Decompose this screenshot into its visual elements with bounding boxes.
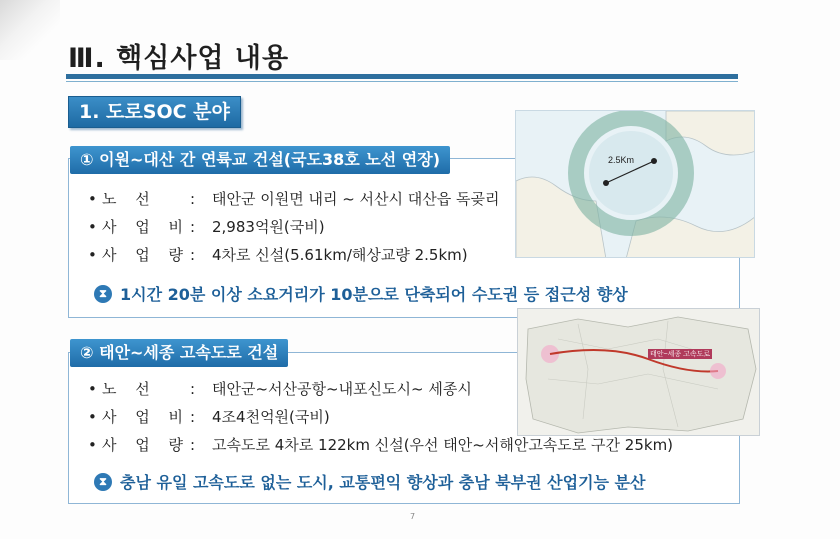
title-divider-thin xyxy=(66,81,738,82)
row-colon: : xyxy=(190,379,196,398)
title-divider xyxy=(66,74,738,79)
project-1-row-route xyxy=(88,188,500,209)
project-heading-2: ② 태안~세종 고속도로 건설 xyxy=(70,339,288,367)
bullet: • xyxy=(88,245,97,264)
project-2-row-budget xyxy=(88,406,330,427)
row-value: 4조4천억원(국비) xyxy=(212,408,330,426)
project-1-row-scope xyxy=(88,244,468,265)
section-heading: 1. 도로SOC 분야 xyxy=(68,96,241,128)
row-value: 태안군~서산공항~내포신도시~ 세종시 xyxy=(212,380,472,398)
bullet: • xyxy=(88,435,97,454)
row-value: 2,983억원(국비) xyxy=(212,218,325,236)
row-label: 노 선 xyxy=(102,380,157,398)
highlight-text: 1시간 20분 이상 소요거리가 10분으로 단축되어 수도권 등 접근성 향상 xyxy=(120,285,628,304)
expressway-map-graphic xyxy=(518,309,760,436)
row-colon: : xyxy=(190,189,196,208)
row-colon: : xyxy=(190,245,196,264)
map-image-bridge xyxy=(515,110,755,258)
project-1-row-budget xyxy=(88,216,325,237)
hourglass-icon: ⧗ xyxy=(94,473,112,491)
row-label: 노 선 xyxy=(102,190,157,208)
row-label: 사 업 량 xyxy=(102,436,191,454)
row-label: 사 업 량 xyxy=(102,246,191,264)
page-corner-shadow xyxy=(0,0,60,60)
project-heading-1: ① 이원~대산 간 연륙교 건설(국도38호 노선 연장) xyxy=(70,146,450,174)
project-2-row-route xyxy=(88,378,472,399)
row-label: 사 업 비 xyxy=(102,408,191,426)
highlight-text: 충남 유일 고속도로 없는 도시, 교통편익 향상과 충남 북부권 산업기능 분산 xyxy=(120,473,646,492)
bullet: • xyxy=(88,407,97,426)
project-1-highlight xyxy=(94,282,628,305)
map-route-label: 태안~세종 고속도로 xyxy=(650,351,711,358)
bridge-map-graphic xyxy=(516,111,755,258)
row-colon: : xyxy=(190,435,196,454)
project-2-highlight xyxy=(94,470,645,493)
map-image-expressway xyxy=(517,308,760,436)
bullet: • xyxy=(88,379,97,398)
project-2-row-scope xyxy=(88,434,673,455)
page-title: Ⅲ. 핵심사업 내용 xyxy=(68,43,290,74)
row-colon: : xyxy=(190,407,196,426)
hourglass-icon: ⧗ xyxy=(94,285,112,303)
row-colon: : xyxy=(190,217,196,236)
row-value: 4차로 신설(5.61km/해상교량 2.5km) xyxy=(212,246,468,264)
row-value: 고속도로 4차로 122km 신설(우선 태안~서해안고속도로 구간 25km) xyxy=(212,436,674,454)
bullet: • xyxy=(88,217,97,236)
bullet: • xyxy=(88,189,97,208)
row-label: 사 업 비 xyxy=(102,218,191,236)
row-value: 태안군 이원면 내리 ~ 서산시 대산읍 독곶리 xyxy=(212,190,500,208)
map-distance-label: 2.5Km xyxy=(608,155,635,165)
page-number: 7 xyxy=(410,512,416,521)
